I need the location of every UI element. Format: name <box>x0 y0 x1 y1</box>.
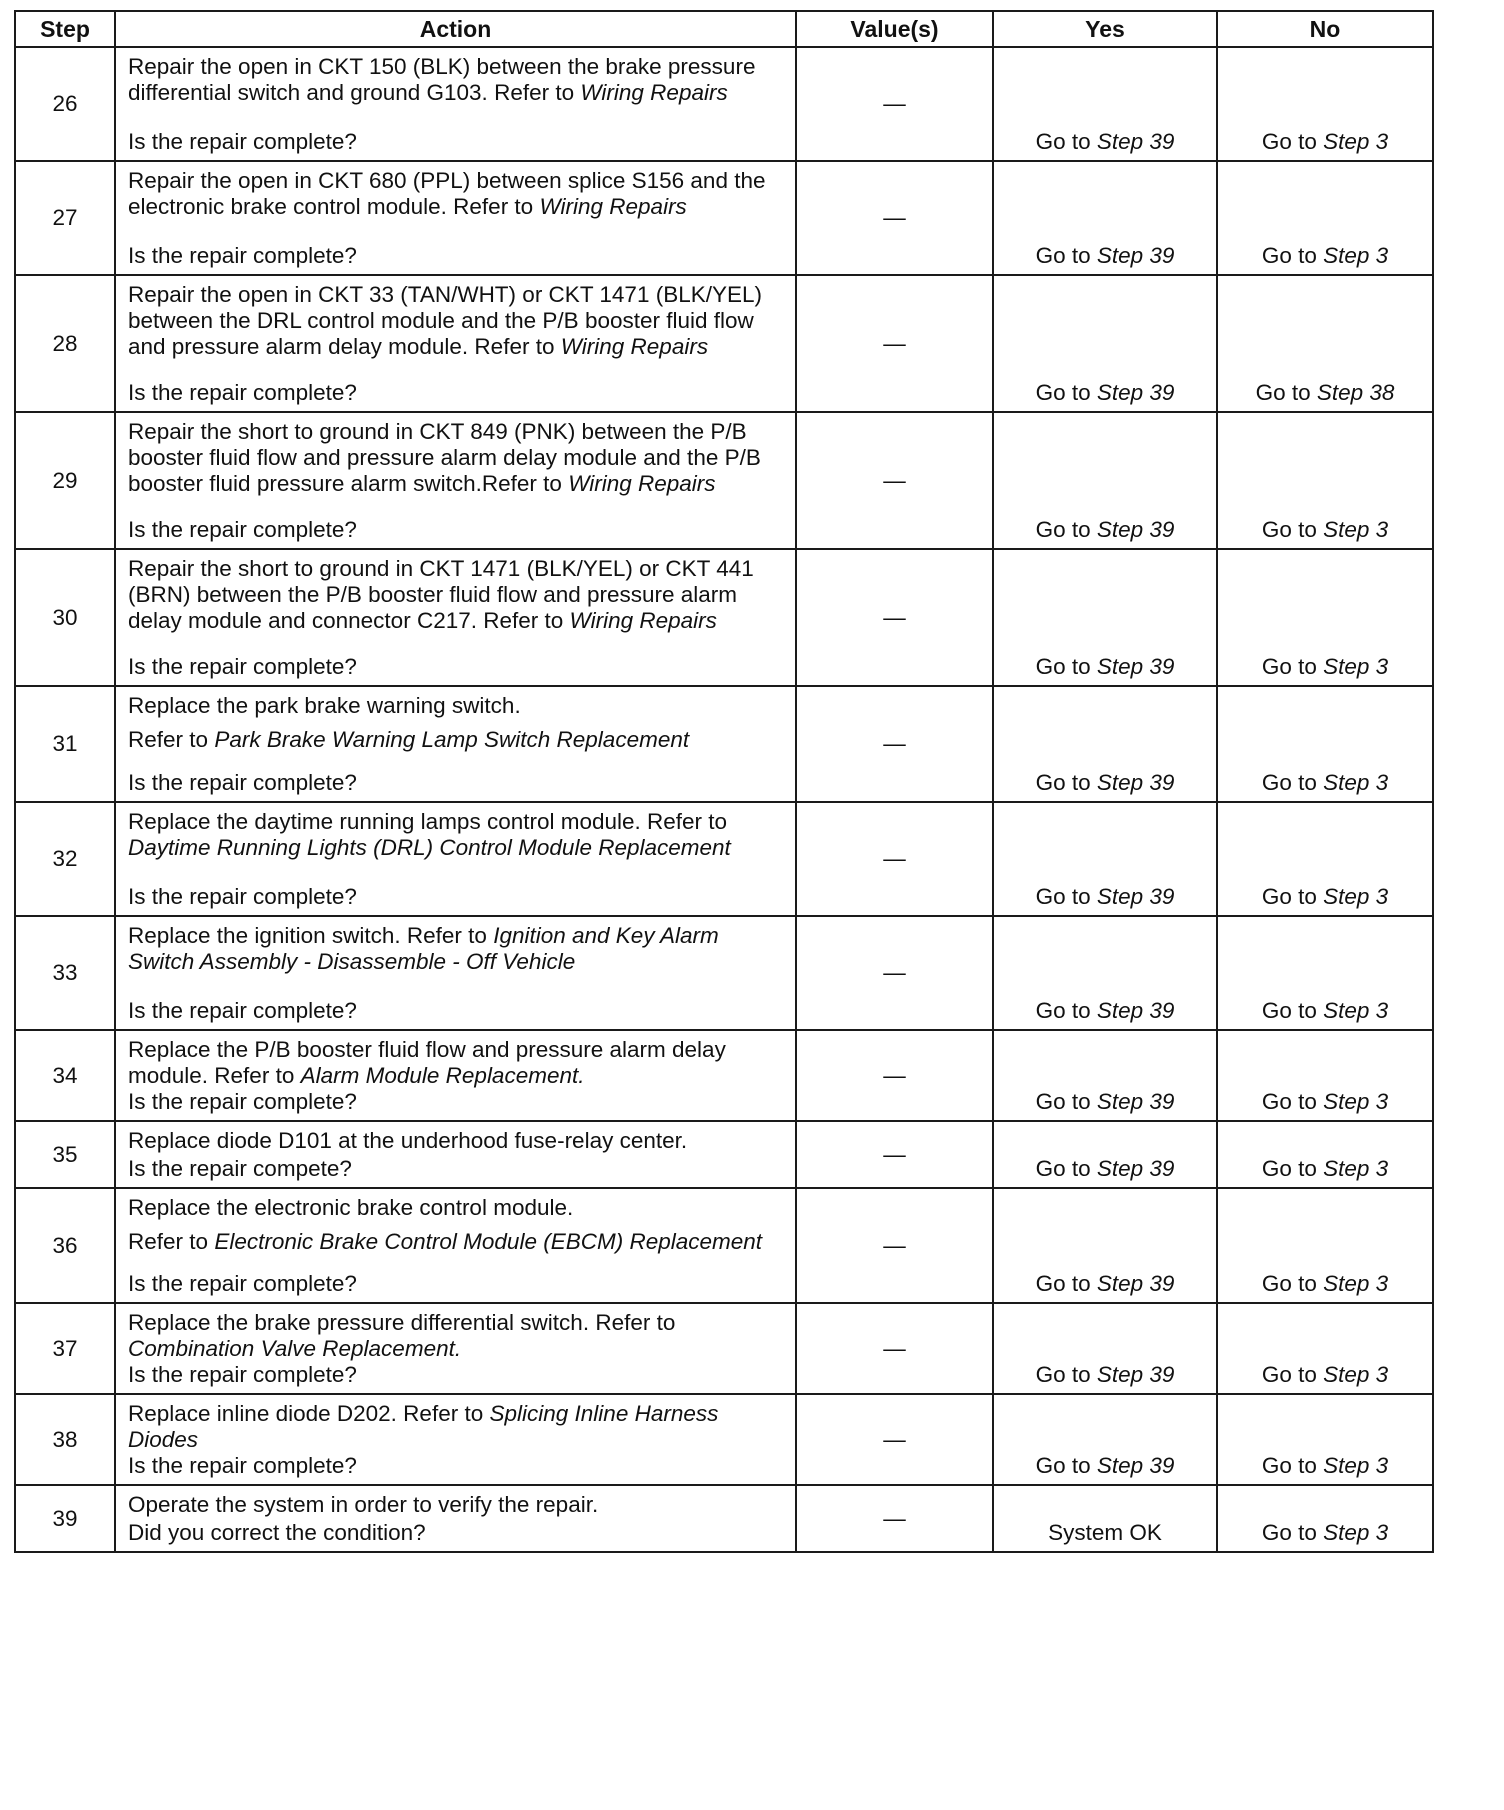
no-cell <box>1217 686 1433 802</box>
action-content <box>128 168 785 269</box>
action-text <box>128 1037 785 1089</box>
action-text <box>128 282 785 360</box>
action-content <box>128 923 785 1024</box>
action-text <box>128 809 785 861</box>
step-number: 26 <box>15 47 115 161</box>
value-cell: — <box>796 1188 993 1303</box>
action-cell <box>115 1394 796 1485</box>
action-content <box>128 282 785 406</box>
header-values: Value(s) <box>796 11 993 47</box>
question: Is the repair compete? <box>128 1156 352 1181</box>
no-step-link: Step 3 <box>1323 770 1389 795</box>
question: Is the repair complete? <box>128 770 357 795</box>
no-step-link: Step 3 <box>1323 884 1389 909</box>
yes-cell <box>993 1121 1217 1188</box>
instruction <box>128 419 785 497</box>
value-cell: — <box>796 916 993 1030</box>
no-text: Go to <box>1261 1453 1317 1478</box>
instruction <box>128 556 785 634</box>
step-number: 32 <box>15 802 115 916</box>
no-step-link: Step 3 <box>1323 129 1389 154</box>
yes-text: Go to <box>1035 770 1091 795</box>
action-cell <box>115 47 796 161</box>
yes-text: Go to <box>1035 998 1091 1023</box>
no-step-link: Step 38 <box>1316 380 1395 405</box>
no-step-link: Step 3 <box>1323 654 1389 679</box>
step-number: 33 <box>15 916 115 1030</box>
no-cell <box>1217 1030 1433 1121</box>
no-text: Go to <box>1261 884 1317 909</box>
table-row <box>15 412 1433 549</box>
instruction <box>128 809 785 861</box>
action-text <box>128 54 785 106</box>
yes-cell <box>993 412 1217 549</box>
action-cell <box>115 1121 796 1188</box>
question: Is the repair complete? <box>128 998 357 1023</box>
no-cell <box>1217 549 1433 686</box>
no-cell <box>1217 1188 1433 1303</box>
value-cell: — <box>796 686 993 802</box>
no-step-link: Step 3 <box>1323 1520 1389 1545</box>
no-step-link: Step 3 <box>1323 1089 1389 1114</box>
value-cell: — <box>796 1121 993 1188</box>
yes-step-link: Step 39 <box>1096 770 1175 795</box>
no-cell <box>1217 412 1433 549</box>
action-text <box>128 693 785 753</box>
action-cell <box>115 802 796 916</box>
instruction-text: Operate the system in order to verify the repair. <box>128 1492 599 1517</box>
step-number: 27 <box>15 161 115 275</box>
yes-step-link: Step 39 <box>1096 243 1175 268</box>
action-content <box>128 693 785 796</box>
table-row <box>15 1394 1433 1485</box>
yes-step-link: Step 39 <box>1096 654 1175 679</box>
action-text <box>128 923 785 975</box>
action-content <box>128 1401 785 1479</box>
yes-text: Go to <box>1035 1156 1091 1181</box>
question: Is the repair complete? <box>128 243 357 268</box>
table-row <box>15 916 1433 1030</box>
step-number: 29 <box>15 412 115 549</box>
value-cell: — <box>796 1303 993 1394</box>
action-cell <box>115 1188 796 1303</box>
header-yes: Yes <box>993 11 1217 47</box>
yes-cell <box>993 1030 1217 1121</box>
action-text <box>128 168 785 220</box>
yes-step-link: Step 39 <box>1096 1156 1175 1181</box>
action-cell <box>115 275 796 412</box>
no-text: Go to <box>1261 1271 1317 1296</box>
no-text: Go to <box>1261 998 1317 1023</box>
action-content <box>128 1037 785 1115</box>
instruction-text: Replace the park brake warning switch. <box>128 693 521 718</box>
value-cell: — <box>796 1030 993 1121</box>
yes-step-link: Step 39 <box>1096 1453 1175 1478</box>
action-text <box>128 1492 785 1518</box>
instruction <box>128 54 785 106</box>
value-cell: — <box>796 549 993 686</box>
no-text: Go to <box>1261 1156 1317 1181</box>
table-row <box>15 802 1433 916</box>
yes-cell <box>993 686 1217 802</box>
instruction-text: Repair the open in CKT 680 (PPL) between splice S156 and the electronic brake control module. Refer to <box>128 168 766 219</box>
action-text <box>128 1401 785 1453</box>
diagnostic-table <box>14 10 1434 1553</box>
instruction-text: Repair the short to ground in CKT 849 (PNK) between the P/B booster fluid flow and pressure alarm delay module and the P/B booster fluid pressure alarm switch.Refer to <box>128 419 761 496</box>
instruction-reference: Combination Valve Replacement. <box>128 1336 462 1361</box>
yes-step-link: Step 39 <box>1096 380 1175 405</box>
instruction-text: Replace the daytime running lamps control module. Refer to <box>128 809 728 834</box>
header-step: Step <box>15 11 115 47</box>
yes-text: System OK <box>1048 1520 1162 1545</box>
action-text <box>128 419 785 497</box>
yes-text: Go to <box>1035 1089 1091 1114</box>
instruction-reference: Wiring Repairs <box>560 334 709 359</box>
no-step-link: Step 3 <box>1323 517 1389 542</box>
no-text: Go to <box>1261 517 1317 542</box>
no-step-link: Step 3 <box>1323 243 1389 268</box>
no-cell <box>1217 47 1433 161</box>
step-number: 35 <box>15 1121 115 1188</box>
no-cell <box>1217 1394 1433 1485</box>
no-cell <box>1217 916 1433 1030</box>
instruction <box>128 1310 785 1362</box>
instruction-reference: Ignition and Key Alarm Switch Assembly - Disassemble - Off Vehicle <box>128 923 719 974</box>
step-number: 39 <box>15 1485 115 1552</box>
instruction-text: Repair the open in CKT 33 (TAN/WHT) or CKT 1471 (BLK/YEL) between the DRL control module and the P/B booster fluid flow and pressure alarm delay module. Refer to <box>128 282 762 359</box>
action-content <box>128 419 785 543</box>
yes-text: Go to <box>1035 380 1091 405</box>
table-row <box>15 47 1433 161</box>
instruction <box>128 1195 785 1221</box>
table-row <box>15 161 1433 275</box>
no-step-link: Step 3 <box>1323 1362 1389 1387</box>
value-cell: — <box>796 47 993 161</box>
table-row <box>15 1030 1433 1121</box>
value-cell: — <box>796 1394 993 1485</box>
instruction-reference: Wiring Repairs <box>568 471 716 496</box>
question: Did you correct the condition? <box>128 1520 426 1545</box>
instruction-reference: Wiring Repairs <box>569 608 717 633</box>
step-number: 28 <box>15 275 115 412</box>
action-content <box>128 1310 785 1388</box>
yes-step-link: Step 39 <box>1096 517 1175 542</box>
action-cell <box>115 1303 796 1394</box>
yes-step-link: Step 39 <box>1096 129 1175 154</box>
no-text: Go to <box>1261 1089 1317 1114</box>
header-action: Action <box>115 11 796 47</box>
yes-text: Go to <box>1035 129 1091 154</box>
value-cell: — <box>796 1485 993 1552</box>
action-cell <box>115 916 796 1030</box>
no-text: Go to <box>1261 770 1317 795</box>
step-number: 30 <box>15 549 115 686</box>
table-row <box>15 549 1433 686</box>
instruction-text: Replace diode D101 at the underhood fuse-relay center. <box>128 1128 688 1153</box>
no-cell <box>1217 802 1433 916</box>
instruction-reference: Wiring Repairs <box>539 194 687 219</box>
instruction-text: Replace inline diode D202. Refer to <box>128 1401 484 1426</box>
instruction-text: Replace the ignition switch. Refer to <box>128 923 487 948</box>
extra-line <box>128 727 785 753</box>
question: Is the repair complete? <box>128 654 357 679</box>
instruction <box>128 282 785 360</box>
yes-step-link: Step 39 <box>1096 884 1175 909</box>
action-content <box>128 556 785 680</box>
yes-text: Go to <box>1035 1362 1091 1387</box>
instruction-text: Repair the short to ground in CKT 1471 (BLK/YEL) or CKT 441 (BRN) between the P/B booster fluid flow and pressure alarm delay module and connector C217. Refer to <box>128 556 754 633</box>
instruction-reference: Alarm Module Replacement. <box>300 1063 585 1088</box>
extra-text: Refer to <box>128 1229 209 1254</box>
no-text: Go to <box>1255 380 1311 405</box>
step-number: 31 <box>15 686 115 802</box>
no-text: Go to <box>1261 129 1317 154</box>
no-text: Go to <box>1261 1362 1317 1387</box>
instruction-reference: Daytime Running Lights (DRL) Control Module Replacement <box>128 835 731 860</box>
instruction-text: Replace the P/B booster fluid flow and pressure alarm delay module. Refer to <box>128 1037 726 1088</box>
yes-text: Go to <box>1035 654 1091 679</box>
no-step-link: Step 3 <box>1323 1156 1389 1181</box>
yes-cell <box>993 161 1217 275</box>
yes-cell <box>993 1188 1217 1303</box>
header-row <box>15 11 1433 47</box>
action-content <box>128 1195 785 1297</box>
instruction <box>128 923 785 975</box>
yes-cell <box>993 802 1217 916</box>
header-no: No <box>1217 11 1433 47</box>
instruction <box>128 1128 785 1154</box>
yes-cell <box>993 47 1217 161</box>
step-number: 34 <box>15 1030 115 1121</box>
action-cell <box>115 549 796 686</box>
yes-cell <box>993 275 1217 412</box>
action-content <box>128 1492 785 1546</box>
yes-text: Go to <box>1035 1271 1091 1296</box>
table-row <box>15 1121 1433 1188</box>
action-content <box>128 1128 785 1182</box>
yes-step-link: Step 39 <box>1096 1089 1175 1114</box>
instruction-text: Replace the electronic brake control module. <box>128 1195 574 1220</box>
yes-step-link: Step 39 <box>1096 1362 1175 1387</box>
no-cell <box>1217 275 1433 412</box>
no-text: Go to <box>1261 243 1317 268</box>
step-number: 38 <box>15 1394 115 1485</box>
value-cell: — <box>796 802 993 916</box>
table-row <box>15 686 1433 802</box>
yes-text: Go to <box>1035 884 1091 909</box>
no-step-link: Step 3 <box>1323 998 1389 1023</box>
no-text: Go to <box>1261 1520 1317 1545</box>
yes-cell <box>993 916 1217 1030</box>
yes-cell <box>993 1394 1217 1485</box>
question: Is the repair complete? <box>128 517 357 542</box>
instruction <box>128 1492 785 1518</box>
extra-line <box>128 1229 785 1255</box>
no-cell <box>1217 161 1433 275</box>
action-content <box>128 54 785 155</box>
action-cell <box>115 686 796 802</box>
no-step-link: Step 3 <box>1323 1271 1389 1296</box>
instruction <box>128 168 785 220</box>
no-text: Go to <box>1261 654 1317 679</box>
action-content <box>128 809 785 910</box>
action-cell <box>115 161 796 275</box>
instruction <box>128 1401 785 1453</box>
no-cell <box>1217 1485 1433 1552</box>
table-row <box>15 1188 1433 1303</box>
extra-reference: Park Brake Warning Lamp Switch Replacement <box>214 727 690 752</box>
no-cell <box>1217 1303 1433 1394</box>
instruction-text: Replace the brake pressure differential switch. Refer to <box>128 1310 676 1335</box>
instruction <box>128 693 785 719</box>
yes-text: Go to <box>1035 517 1091 542</box>
table-row <box>15 1485 1433 1552</box>
instruction-reference: Wiring Repairs <box>580 80 728 105</box>
yes-cell <box>993 1485 1217 1552</box>
question: Is the repair complete? <box>128 884 357 909</box>
table-row <box>15 275 1433 412</box>
value-cell: — <box>796 161 993 275</box>
action-cell <box>115 1485 796 1552</box>
yes-step-link: Step 39 <box>1096 1271 1175 1296</box>
yes-cell <box>993 1303 1217 1394</box>
instruction <box>128 1037 785 1089</box>
question: Is the repair complete? <box>128 1362 357 1387</box>
question: Is the repair complete? <box>128 1453 357 1478</box>
yes-text: Go to <box>1035 1453 1091 1478</box>
value-cell: — <box>796 412 993 549</box>
question: Is the repair complete? <box>128 129 357 154</box>
extra-reference: Electronic Brake Control Module (EBCM) Replacement <box>214 1229 763 1254</box>
step-number: 36 <box>15 1188 115 1303</box>
value-cell: — <box>796 275 993 412</box>
no-cell <box>1217 1121 1433 1188</box>
no-step-link: Step 3 <box>1323 1453 1389 1478</box>
action-text <box>128 1195 785 1255</box>
action-text <box>128 556 785 634</box>
yes-step-link: Step 39 <box>1096 998 1175 1023</box>
yes-text: Go to <box>1035 243 1091 268</box>
action-text <box>128 1310 785 1362</box>
instruction-reference: Splicing Inline Harness Diodes <box>128 1401 719 1452</box>
instruction-text: Repair the open in CKT 150 (BLK) between the brake pressure differential switch and ground G103. Refer to <box>128 54 756 105</box>
action-cell <box>115 412 796 549</box>
action-cell <box>115 1030 796 1121</box>
step-number: 37 <box>15 1303 115 1394</box>
question: Is the repair complete? <box>128 380 357 405</box>
action-text <box>128 1128 785 1154</box>
yes-cell <box>993 549 1217 686</box>
question: Is the repair complete? <box>128 1089 357 1114</box>
table-row <box>15 1303 1433 1394</box>
extra-text: Refer to <box>128 727 209 752</box>
question: Is the repair complete? <box>128 1271 357 1296</box>
